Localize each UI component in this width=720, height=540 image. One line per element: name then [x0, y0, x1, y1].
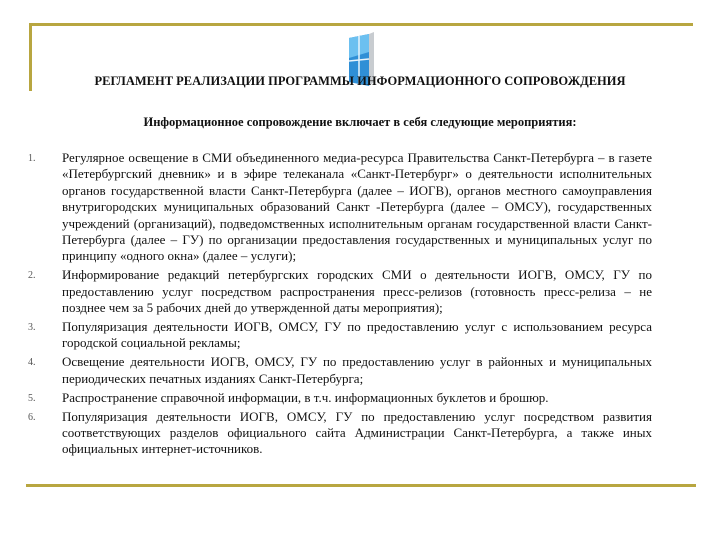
page-title: РЕГЛАМЕНТ РЕАЛИЗАЦИИ ПРОГРАММЫ ИНФОРМАЦИОННОГО СОПРОВОЖДЕНИЯ — [94, 74, 626, 88]
list-item — [28, 390, 652, 406]
item-number: 1. — [28, 153, 36, 164]
item-number: 4. — [28, 357, 36, 369]
item-number: 5. — [28, 392, 36, 404]
list-item — [28, 319, 652, 352]
item-text: Популяризация деятельности ИОГВ, ОМСУ, ГУ по предоставлению услуг посредством развития соответствующих разделов официального сайта Администрации Санкт-Петербурга, а также иных официальных интернет-источников. — [62, 408, 652, 457]
list-item — [28, 354, 652, 387]
top-divider — [29, 23, 693, 26]
list-item — [28, 150, 652, 265]
list-item — [28, 409, 652, 458]
item-text: Освещение деятельности ИОГВ, ОМСУ, ГУ по предоставлению услуг в районных и муниципальных периодических печатных изданиях Санкт-Петербурга; — [62, 354, 652, 386]
item-number: 2. — [28, 270, 36, 282]
item-text: Регулярное освещение в СМИ объединенного медиа-ресурса Правительства Санкт-Петербурга – в газете «Петербургский дневник» и в эфире телеканала «Санкт-Петербург» о деятельности исполнительных органов государственной власти Санкт-Петербурга (далее – ИОГВ), органов местного самоуправления внутригородских муниципальных образований Санкт -Петербурга (далее – ОМСУ), государственных учреждений (организаций), подведомственных исполнительным органам государственной власти Санкт-Петербурга (далее – ГУ) по организации предоставления государственных и муниципальных услуг по принципу «одного окна» (далее – услуги); — [62, 150, 652, 264]
measures-list — [28, 150, 652, 460]
item-number: 6. — [28, 411, 36, 423]
list-item — [28, 267, 652, 316]
bottom-divider — [26, 484, 696, 487]
item-text: Информирование редакций петербургских городских СМИ о деятельности ИОГВ, ОМСУ, ГУ по предоставлению услуг посредством распространения пресс-релизов (готовность пресс-релиза – не позднее чем за 5 рабочих дней до утвержденной даты мероприятия); — [62, 267, 652, 316]
subtitle: Информационное сопровождение включает в себя следующие мероприятия: — [143, 115, 577, 129]
item-text: Распространение справочной информации, в т.ч. информационных буклетов и брошюр. — [62, 389, 549, 405]
item-text: Популяризация деятельности ИОГВ, ОМСУ, ГУ по предоставлению услуг с использованием ресурса городской социальной рекламы; — [62, 319, 652, 351]
item-number: 3. — [28, 322, 36, 334]
